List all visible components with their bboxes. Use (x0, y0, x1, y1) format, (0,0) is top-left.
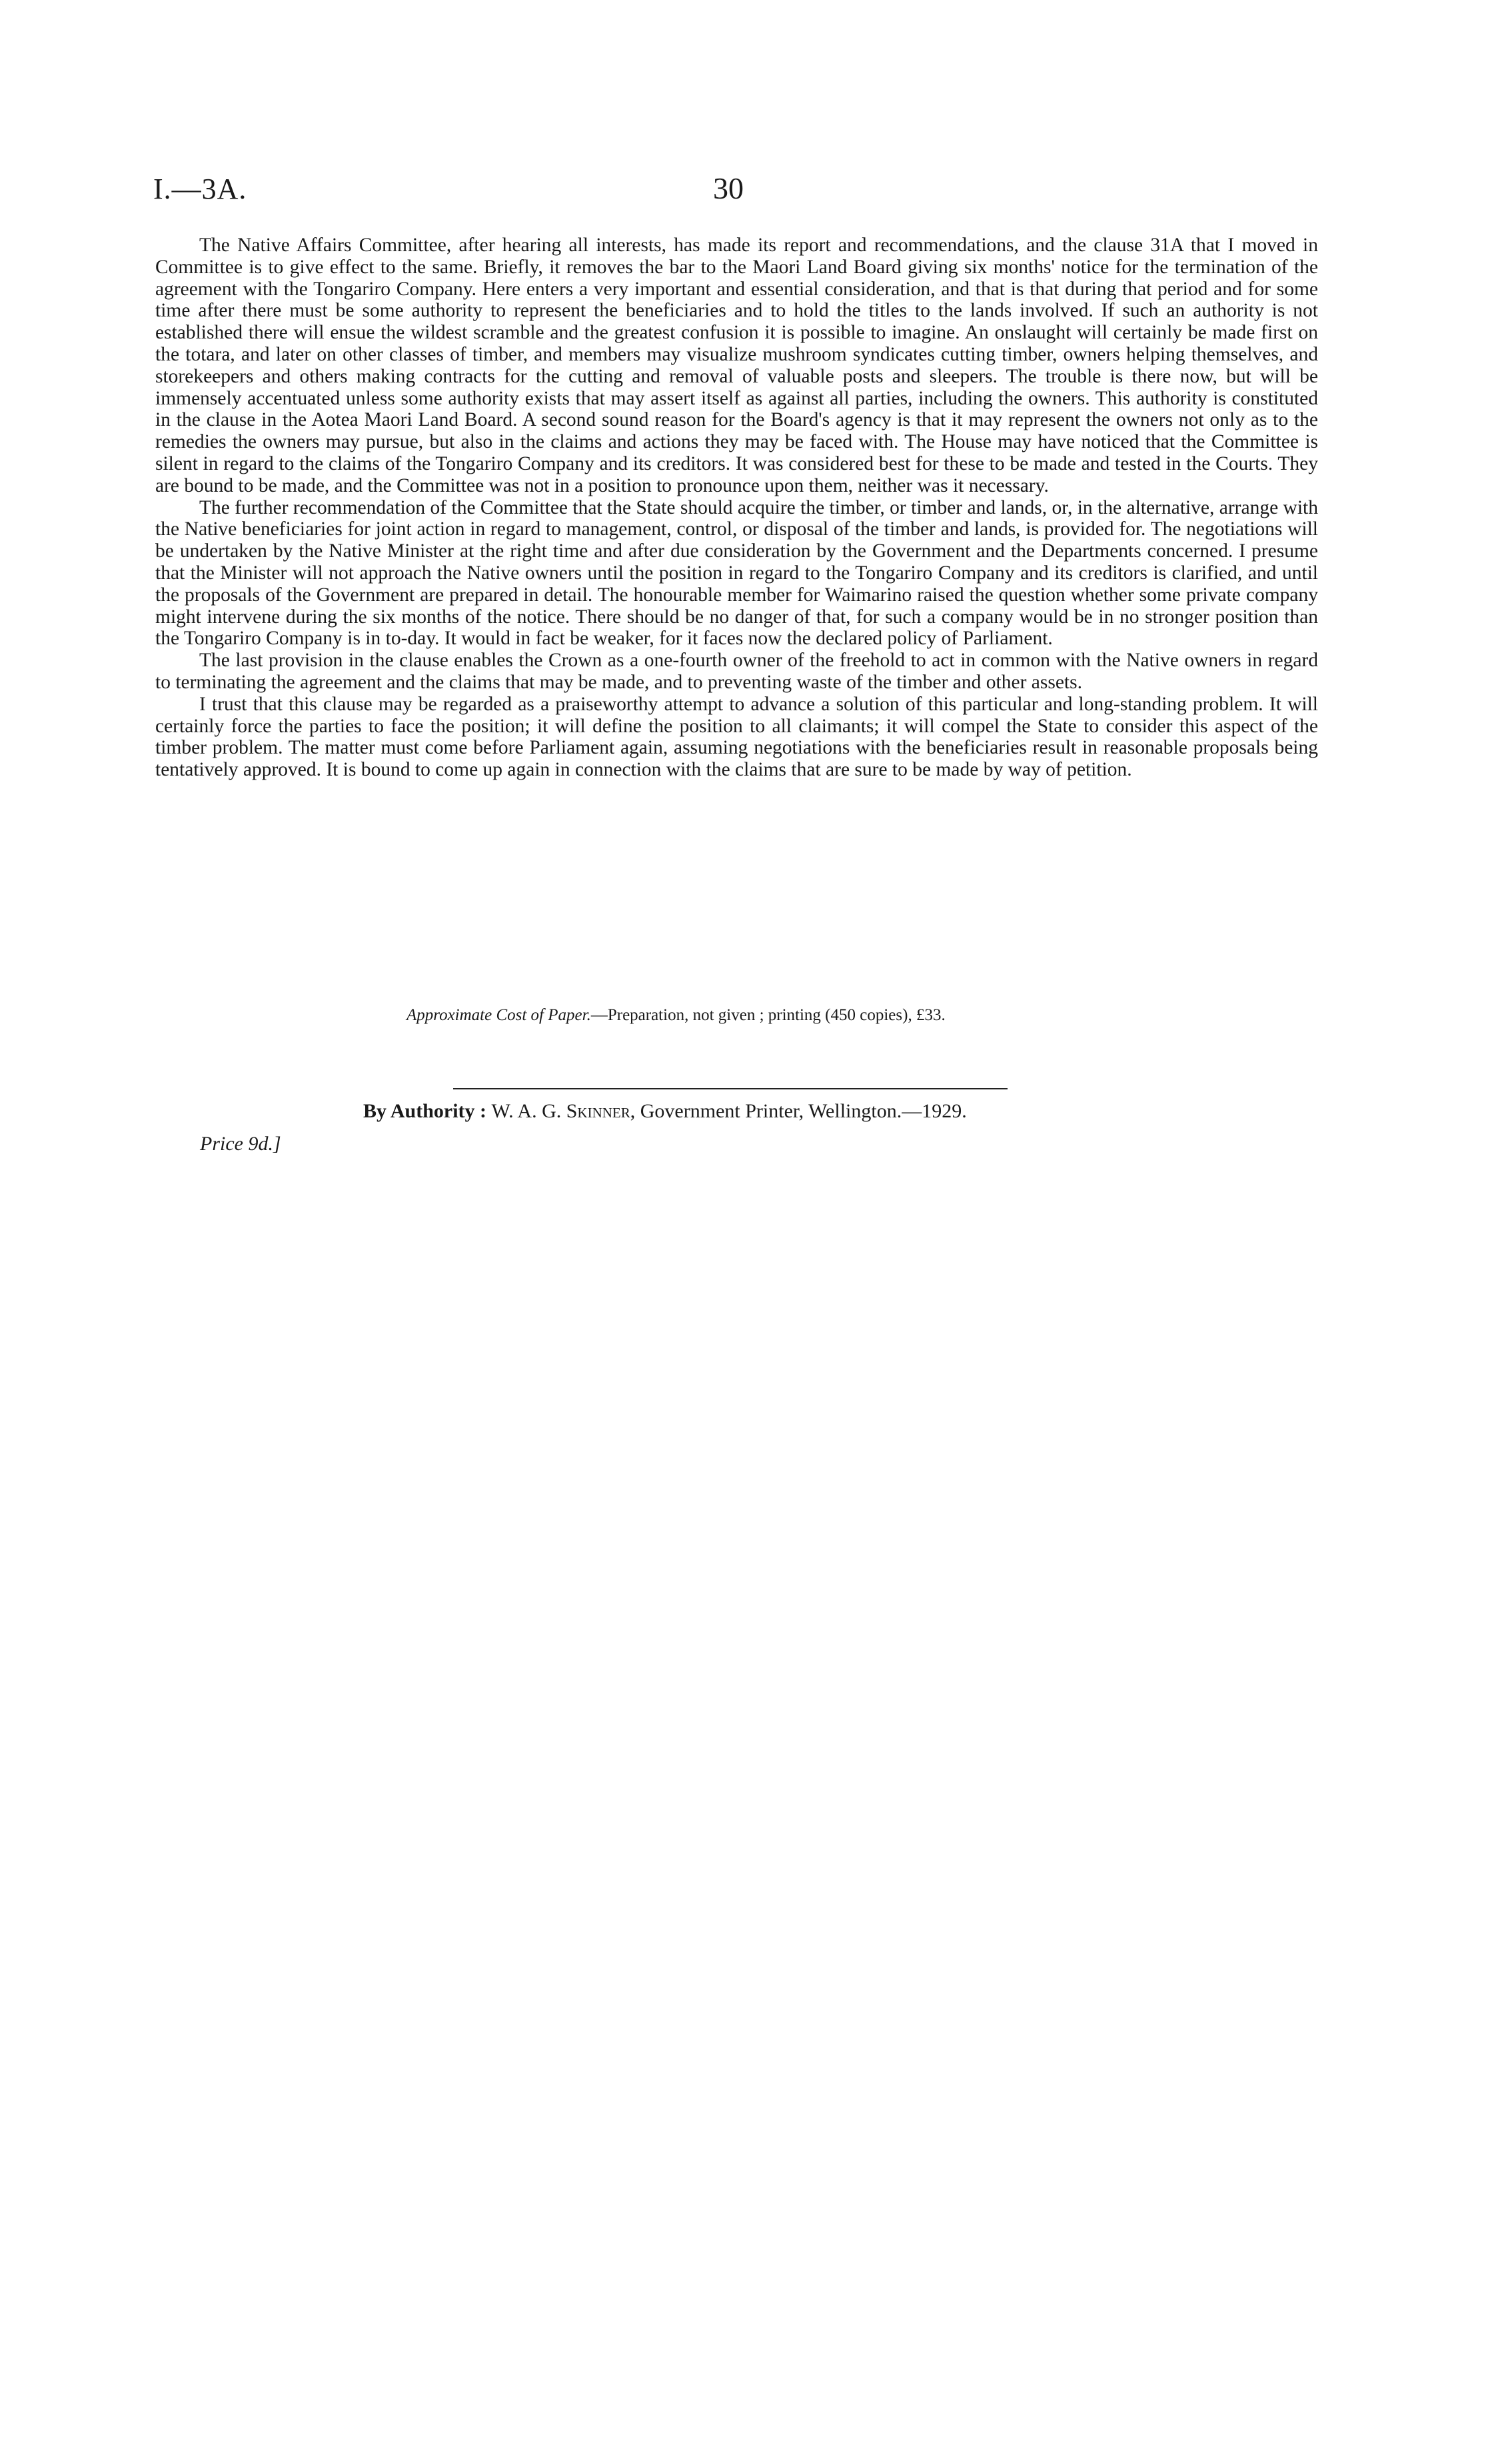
authority-line (363, 1100, 967, 1123)
cost-text: —Preparation, not given ; printing (450 copies), £33. (590, 1006, 946, 1024)
paragraph-4: I trust that this clause may be regarded as a praiseworthy attempt to advance a solution of this particular and long-standing problem. It will certainly force the parties to face the position; it will define the position to all claimants; it will compel the State to consider this aspect of the timber problem. The matter must come before Parliament again, assuming negotiations with the beneficiaries result in reasonable proposals being tentatively approved. It is bound to come up again in connection with the claims that are sure to be made by way of petition. (155, 693, 1318, 781)
cost-of-paper (406, 1006, 946, 1025)
authority-label: By Authority : (363, 1100, 487, 1122)
printer-details: Government Printer, Wellington.—1929. (640, 1100, 967, 1122)
page-reference: I.—3A. (153, 173, 247, 205)
paragraph-3: The last provision in the clause enables the Crown as a one-fourth owner of the freehold to act in common with the Native owners in regard to terminating the agreement and the claims that may be made, and to preventing waste of the timber and other assets. (155, 650, 1318, 693)
cost-label: Approximate Cost of Paper. (406, 1006, 591, 1024)
paragraph-1: The Native Affairs Committee, after hearing all interests, has made its report and recommendations, and the clause 31A that I moved in Committee is to give effect to the same. Briefly, it removes the bar to the Maori Land Board giving six months' notice for the termination of the agreement with the Tongariro Company. Here enters a very important and essential consideration, and that is that during that period and for some time after there must be some authority to represent the beneficiaries and to hold the titles to the lands involved. If such an authority is not established there will ensue the wildest scramble and the greatest confusion it is possible to imagine. An onslaught will certainly be made first on the totara, and later on other classes of timber, and members may visualize mushroom syndicates cutting timber, owners helping themselves, and storekeepers and others making contracts for the cutting and removal of valuable posts and sleepers. The trouble is there now, but will be immensely accentuated unless some authority exists that may assert itself as against all parties, including the owners. This authority is constituted in the clause in the Aotea Maori Land Board. A second sound reason for the Board's agency is that it may represent the owners not only as to the remedies the owners may pursue, but also in the claims and actions they may be faced with. The House may have noticed that the Committee is silent in regard to the claims of the Tongariro Company and its creditors. It was considered best for these to be made and tested in the Courts. They are bound to be made, and the Committee was not in a position to pronounce upon them, neither was it necessary. (155, 235, 1318, 496)
paragraph-2: The further recommendation of the Committee that the State should acquire the timber, or timber and lands, or, in the alternative, arrange with the Native beneficiaries for joint action in regard to management, control, or disposal of the timber and lands, is provided for. The negotiations will be undertaken by the Native Minister at the right time and after due consideration by the Government and the Departments concerned. I presume that the Minister will not approach the Native owners until the position in regard to the Tongariro Company and its creditors is clarified, and until the proposals of the Government are prepared in detail. The honourable member for Waimarino raised the question whether some private company might intervene during the six months of the notice. There should be no danger of that, for such a company would be in no stronger position than the Tongariro Company is in to-day. It would in fact be weaker, for it faces now the declared policy of Parliament. (155, 496, 1318, 650)
footer-rule (453, 1088, 1008, 1089)
printer-name: W. A. G. Skinner, (491, 1100, 636, 1122)
body-text (155, 235, 1318, 781)
page-number: 30 (713, 171, 744, 205)
price: Price 9d.] (200, 1133, 281, 1155)
